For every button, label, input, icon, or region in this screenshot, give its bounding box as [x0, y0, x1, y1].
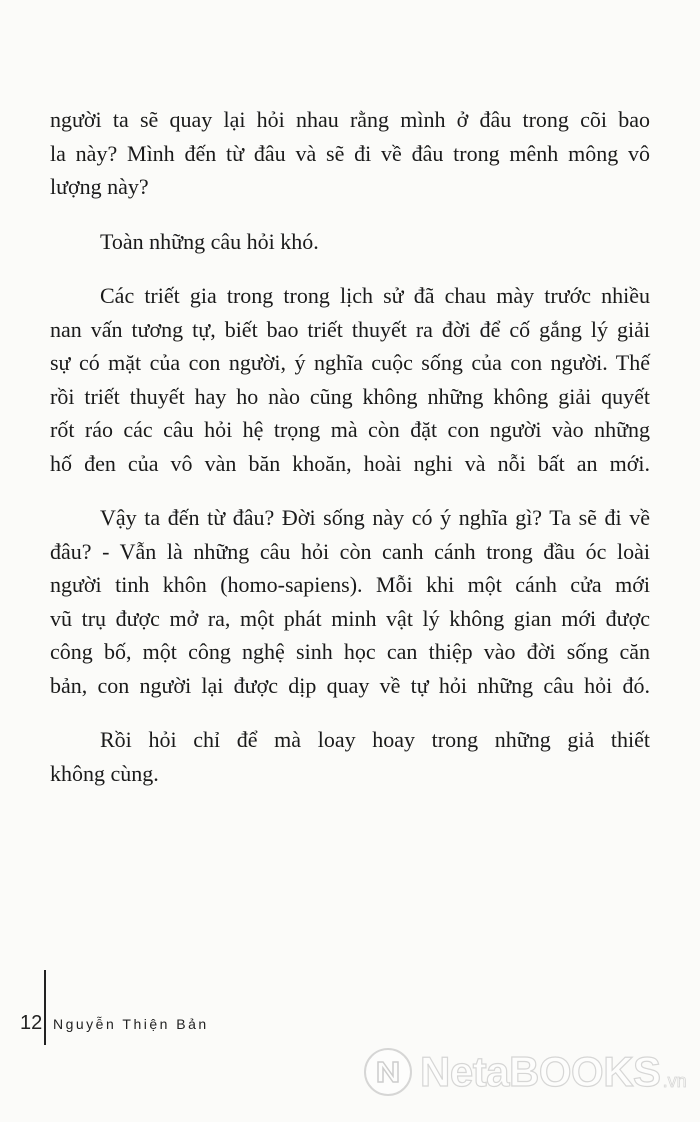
paragraph-4 — [50, 501, 650, 702]
text-line: Rồi hỏi chỉ để mà loay hoay trong những giả thiết — [100, 727, 650, 752]
footer-divider — [44, 970, 46, 1045]
text-line: sự có mặt của con người, ý nghĩa cuộc sống của con người. Thế — [50, 350, 650, 375]
paragraph-1 — [50, 103, 650, 204]
watermark-suffix: .vn — [662, 1071, 687, 1091]
text-line: không cùng. — [50, 760, 159, 786]
text-line: nan vấn tương tự, biết bao triết thuyết ra đời để cố gắng lý giải — [50, 316, 650, 342]
paragraph-2 — [50, 225, 650, 259]
netabooks-logo-icon — [362, 1046, 414, 1098]
text-line: đâu? - Vẫn là những câu hỏi còn canh cánh trong đầu óc loài — [50, 538, 650, 564]
text-line: người tinh khôn (homo-sapiens). Mỗi khi một cánh cửa mới — [50, 572, 650, 597]
text-line: Các triết gia trong trong lịch sử đã chau mày trước nhiều — [100, 283, 650, 308]
text-line: hố đen của vô vàn băn khoăn, hoài nghi và nỗi bất an mới. — [50, 450, 650, 476]
author-name: Nguyễn Thiện Bản — [53, 1016, 209, 1032]
watermark — [362, 1046, 687, 1098]
watermark-brand: NetaBOOKS — [420, 1048, 661, 1095]
text-line: la này? Mình đến từ đâu và sẽ đi về đâu trong mênh mông vô — [50, 140, 650, 166]
text-line: lượng này? — [50, 174, 149, 199]
text-line: rốt ráo các câu hỏi hệ trọng mà còn đặt con người vào những — [50, 417, 650, 442]
text-line: vũ trụ được mở ra, một phát minh vật lý không gian mới được — [50, 605, 650, 631]
paragraph-5 — [50, 723, 650, 790]
text-line: Vậy ta đến từ đâu? Đời sống này có ý nghĩa gì? Ta sẽ đi về — [100, 505, 650, 530]
page-number: 12 — [20, 1012, 43, 1034]
text-line: người ta sẽ quay lại hỏi nhau rằng mình ở đâu trong cõi bao — [50, 107, 650, 132]
text-line: Toàn những câu hỏi khó. — [100, 228, 319, 254]
text-line: rồi triết thuyết hay ho nào cũng không những không giải quyết — [50, 383, 650, 409]
text-line: bản, con người lại được dịp quay về tự hỏi những câu hỏi đó. — [50, 672, 650, 698]
paragraph-3 — [50, 279, 650, 480]
body-text — [50, 103, 650, 811]
text-line: công bố, một công nghệ sinh học can thiệp vào đời sống căn — [50, 639, 650, 664]
